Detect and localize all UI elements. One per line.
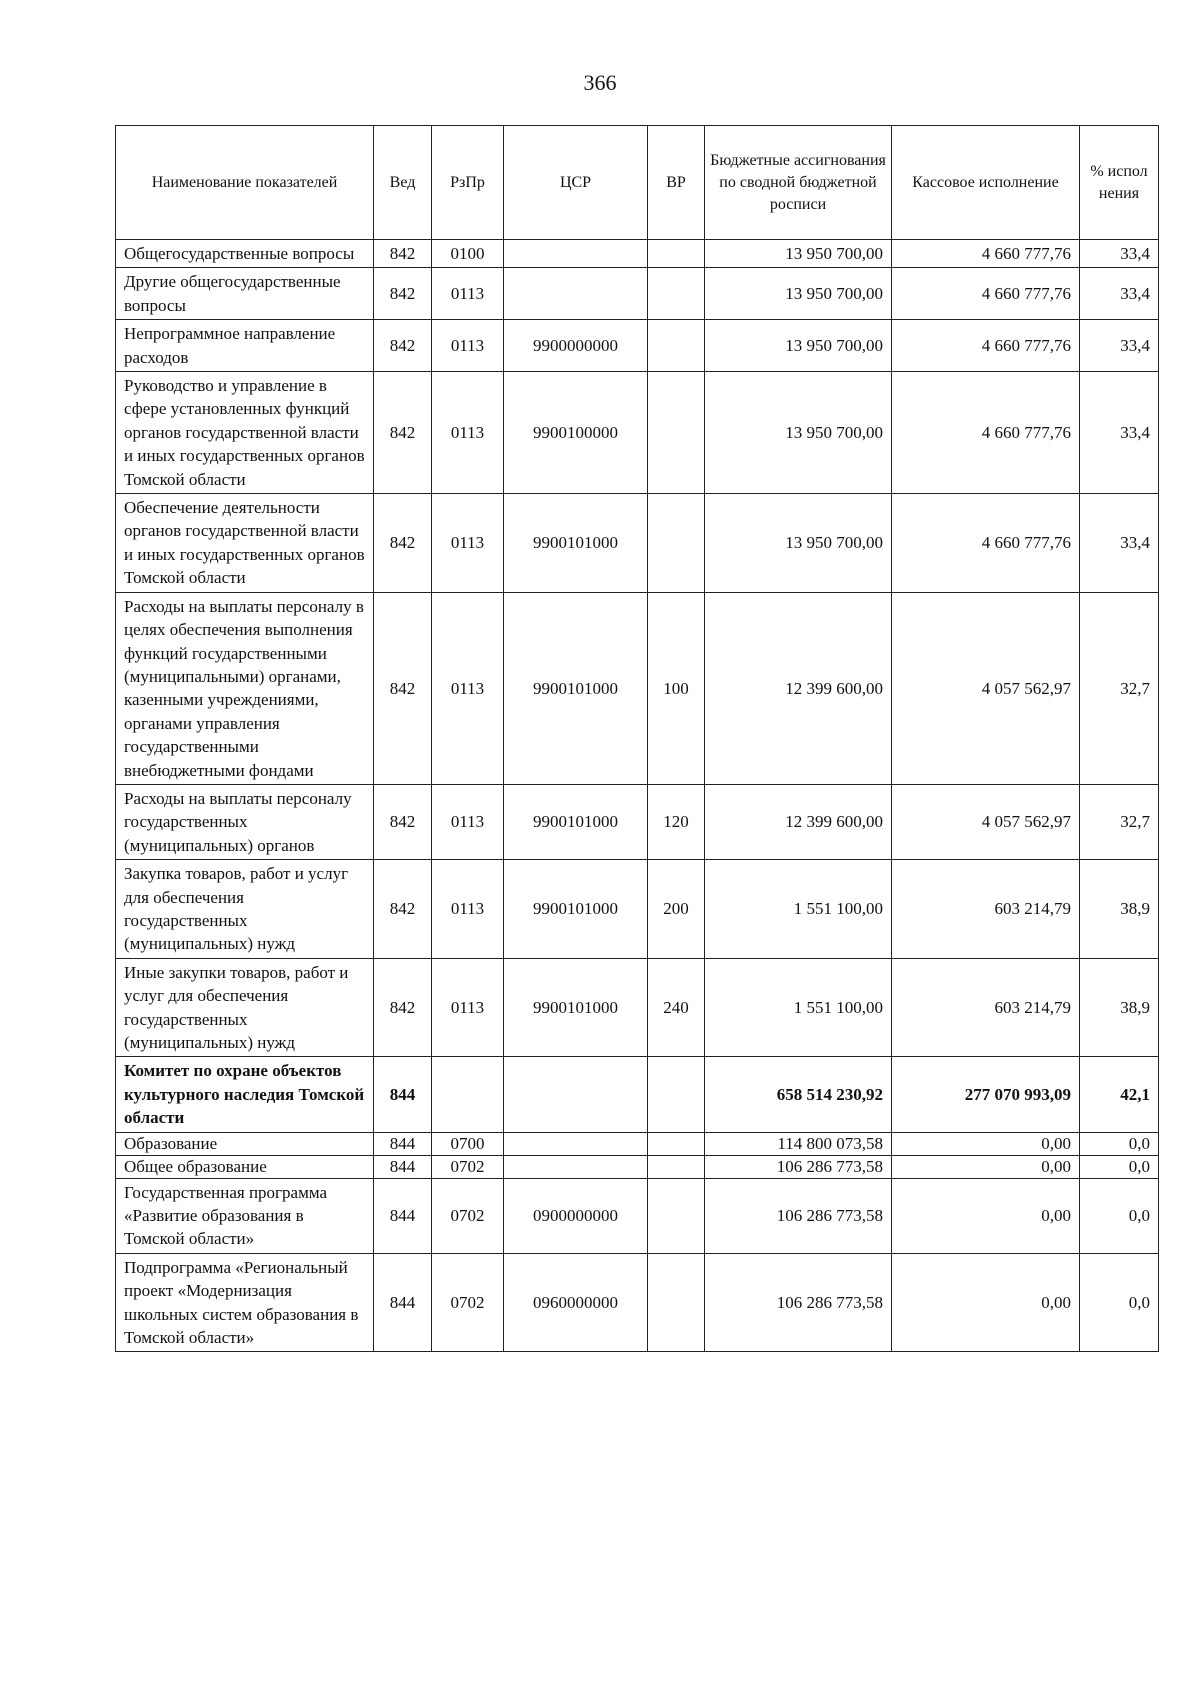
table-row [116, 784, 1159, 859]
cell-cash: 4 660 777,76 [892, 320, 1080, 372]
cell-ved: 842 [374, 372, 432, 494]
cell-rzpr: 0113 [432, 268, 504, 320]
header-cash: Кассовое исполнение [892, 126, 1080, 240]
cell-name: Образование [116, 1132, 374, 1155]
cell-csr: 9900101000 [504, 860, 648, 959]
cell-rzpr: 0113 [432, 320, 504, 372]
cell-cash: 4 660 777,76 [892, 240, 1080, 268]
cell-ved: 842 [374, 592, 432, 784]
header-budget: Бюджетные ассигнования по сводной бюджетной росписи [705, 126, 892, 240]
cell-csr [504, 240, 648, 268]
table-row [116, 1253, 1159, 1352]
cell-name: Общее образование [116, 1155, 374, 1178]
cell-budget: 13 950 700,00 [705, 372, 892, 494]
cell-cash: 0,00 [892, 1132, 1080, 1155]
cell-name: Обеспечение деятельности органов государственной власти и иных государственных органов Томской области [116, 494, 374, 593]
cell-rzpr: 0113 [432, 784, 504, 859]
cell-name: Иные закупки товаров, работ и услуг для обеспечения государственных (муниципальных) нужд [116, 958, 374, 1057]
table-row [116, 860, 1159, 959]
table-body [116, 240, 1159, 1352]
cell-rzpr: 0100 [432, 240, 504, 268]
cell-ved: 844 [374, 1057, 432, 1132]
cell-cash: 4 660 777,76 [892, 494, 1080, 593]
page-number: 366 [583, 70, 617, 95]
cell-rzpr: 0113 [432, 592, 504, 784]
cell-cash: 277 070 993,09 [892, 1057, 1080, 1132]
cell-csr: 9900101000 [504, 958, 648, 1057]
cell-ved: 842 [374, 784, 432, 859]
cell-vr [648, 240, 705, 268]
cell-budget: 114 800 073,58 [705, 1132, 892, 1155]
cell-rzpr: 0113 [432, 958, 504, 1057]
table-row [116, 592, 1159, 784]
header-pct: % испол нения [1080, 126, 1159, 240]
cell-vr [648, 1155, 705, 1178]
cell-vr [648, 372, 705, 494]
cell-ved: 842 [374, 320, 432, 372]
cell-budget: 658 514 230,92 [705, 1057, 892, 1132]
cell-pct: 42,1 [1080, 1057, 1159, 1132]
cell-budget: 12 399 600,00 [705, 784, 892, 859]
cell-budget: 1 551 100,00 [705, 958, 892, 1057]
cell-cash: 603 214,79 [892, 860, 1080, 959]
cell-name: Руководство и управление в сфере установленных функций органов государственной власти и иных государственных органов Томской области [116, 372, 374, 494]
cell-vr [648, 1132, 705, 1155]
table-row [116, 268, 1159, 320]
cell-pct: 32,7 [1080, 784, 1159, 859]
table-row [116, 1155, 1159, 1178]
cell-budget: 13 950 700,00 [705, 240, 892, 268]
cell-budget: 13 950 700,00 [705, 268, 892, 320]
table-row [116, 1132, 1159, 1155]
cell-csr: 9900100000 [504, 372, 648, 494]
cell-csr: 0900000000 [504, 1178, 648, 1253]
cell-name: Закупка товаров, работ и услуг для обеспечения государственных (муниципальных) нужд [116, 860, 374, 959]
cell-cash: 4 660 777,76 [892, 268, 1080, 320]
cell-pct: 32,7 [1080, 592, 1159, 784]
cell-csr [504, 1155, 648, 1178]
cell-vr [648, 320, 705, 372]
cell-budget: 12 399 600,00 [705, 592, 892, 784]
cell-budget: 106 286 773,58 [705, 1253, 892, 1352]
table-row [116, 1178, 1159, 1253]
cell-vr [648, 1178, 705, 1253]
cell-name: Комитет по охране объектов культурного наследия Томской области [116, 1057, 374, 1132]
cell-vr: 200 [648, 860, 705, 959]
header-name: Наименование показателей [116, 126, 374, 240]
cell-ved: 844 [374, 1253, 432, 1352]
cell-cash: 4 660 777,76 [892, 372, 1080, 494]
cell-csr: 9900101000 [504, 592, 648, 784]
cell-pct: 33,4 [1080, 268, 1159, 320]
cell-vr [648, 268, 705, 320]
cell-cash: 0,00 [892, 1253, 1080, 1352]
cell-pct: 33,4 [1080, 494, 1159, 593]
cell-cash: 603 214,79 [892, 958, 1080, 1057]
cell-name: Расходы на выплаты персоналу в целях обеспечения выполнения функций государственными (муниципальными) органами, казенными учреждениями, органами управления государственными внебюджетными фондами [116, 592, 374, 784]
cell-budget: 106 286 773,58 [705, 1178, 892, 1253]
cell-pct: 33,4 [1080, 240, 1159, 268]
cell-name: Государственная программа «Развитие образования в Томской области» [116, 1178, 374, 1253]
cell-pct: 38,9 [1080, 958, 1159, 1057]
cell-name: Общегосударственные вопросы [116, 240, 374, 268]
header-ved: Вед [374, 126, 432, 240]
header-csr: ЦСР [504, 126, 648, 240]
cell-ved: 844 [374, 1155, 432, 1178]
cell-ved: 842 [374, 958, 432, 1057]
cell-rzpr: 0702 [432, 1155, 504, 1178]
cell-name: Подпрограмма «Региональный проект «Модернизация школьных систем образования в Томской области» [116, 1253, 374, 1352]
table-row [116, 372, 1159, 494]
cell-name: Расходы на выплаты персоналу государственных (муниципальных) органов [116, 784, 374, 859]
cell-csr: 9900101000 [504, 494, 648, 593]
cell-pct: 0,0 [1080, 1155, 1159, 1178]
cell-rzpr [432, 1057, 504, 1132]
cell-rzpr: 0702 [432, 1253, 504, 1352]
table-row [116, 494, 1159, 593]
cell-pct: 0,0 [1080, 1132, 1159, 1155]
cell-csr: 0960000000 [504, 1253, 648, 1352]
cell-vr: 240 [648, 958, 705, 1057]
cell-budget: 106 286 773,58 [705, 1155, 892, 1178]
table-row [116, 320, 1159, 372]
cell-csr [504, 1057, 648, 1132]
cell-ved: 842 [374, 860, 432, 959]
cell-rzpr: 0700 [432, 1132, 504, 1155]
cell-rzpr: 0113 [432, 860, 504, 959]
cell-rzpr: 0113 [432, 494, 504, 593]
cell-vr: 100 [648, 592, 705, 784]
table-row [116, 1057, 1159, 1132]
cell-cash: 4 057 562,97 [892, 592, 1080, 784]
budget-table [115, 125, 1159, 1352]
cell-csr [504, 268, 648, 320]
cell-vr: 120 [648, 784, 705, 859]
cell-vr [648, 1253, 705, 1352]
cell-rzpr: 0702 [432, 1178, 504, 1253]
cell-pct: 33,4 [1080, 372, 1159, 494]
cell-budget: 13 950 700,00 [705, 320, 892, 372]
cell-ved: 844 [374, 1132, 432, 1155]
header-rzpr: РзПр [432, 126, 504, 240]
cell-name: Непрограммное направление расходов [116, 320, 374, 372]
cell-csr [504, 1132, 648, 1155]
header-vr: ВР [648, 126, 705, 240]
table-header [116, 126, 1159, 240]
cell-ved: 842 [374, 268, 432, 320]
cell-vr [648, 494, 705, 593]
cell-ved: 844 [374, 1178, 432, 1253]
cell-rzpr: 0113 [432, 372, 504, 494]
cell-vr [648, 1057, 705, 1132]
cell-cash: 4 057 562,97 [892, 784, 1080, 859]
cell-csr: 9900101000 [504, 784, 648, 859]
cell-csr: 9900000000 [504, 320, 648, 372]
cell-pct: 33,4 [1080, 320, 1159, 372]
cell-name: Другие общегосударственные вопросы [116, 268, 374, 320]
table-row [116, 240, 1159, 268]
cell-budget: 13 950 700,00 [705, 494, 892, 593]
cell-pct: 0,0 [1080, 1178, 1159, 1253]
cell-budget: 1 551 100,00 [705, 860, 892, 959]
cell-cash: 0,00 [892, 1178, 1080, 1253]
cell-pct: 0,0 [1080, 1253, 1159, 1352]
cell-pct: 38,9 [1080, 860, 1159, 959]
cell-cash: 0,00 [892, 1155, 1080, 1178]
table-row [116, 958, 1159, 1057]
cell-ved: 842 [374, 494, 432, 593]
cell-ved: 842 [374, 240, 432, 268]
